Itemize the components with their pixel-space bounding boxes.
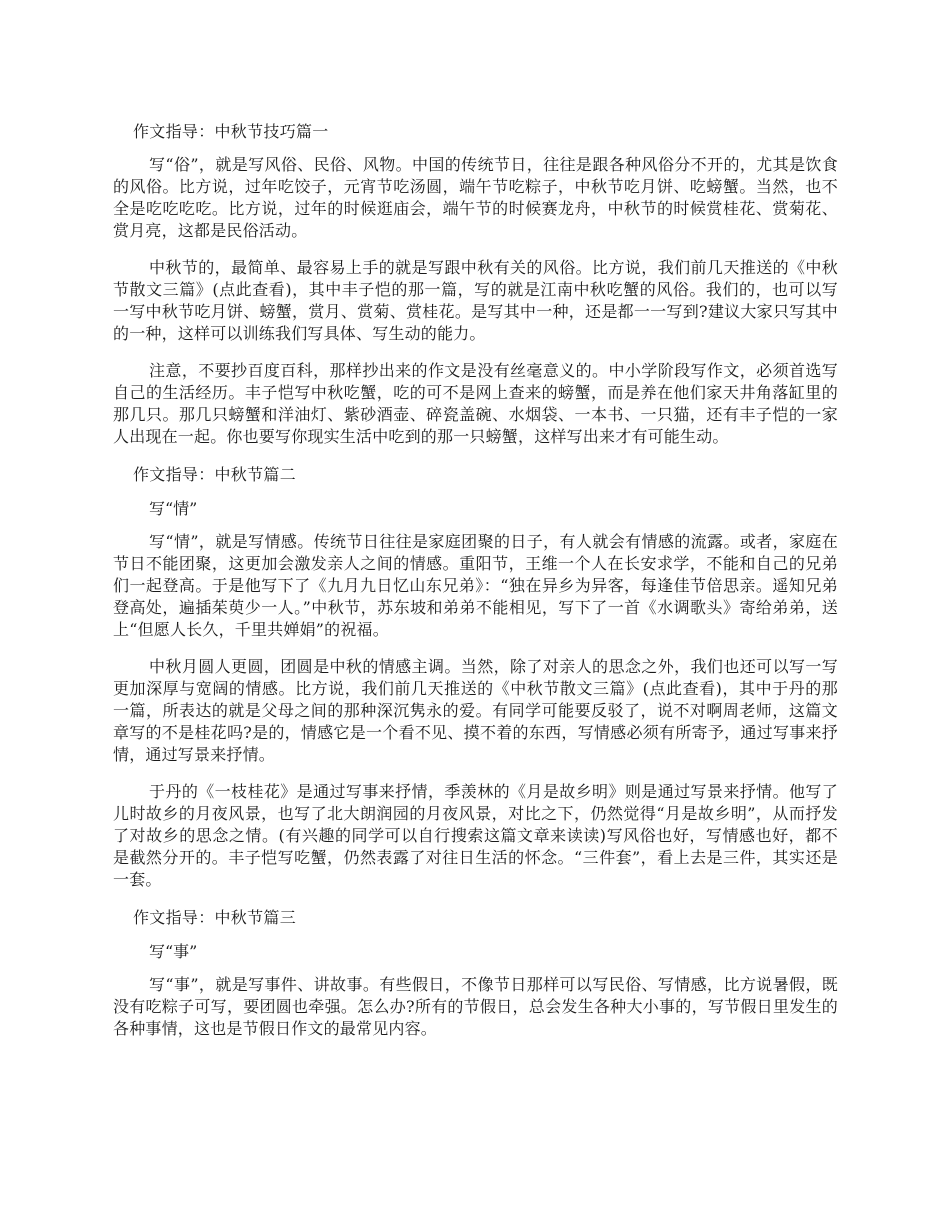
section-heading-3: 作文指导：中秋节篇三 — [133, 908, 297, 927]
paragraph: 于丹的《一枝桂花》是通过写事来抒情，季羡林的《月是故乡明》则是通过写景来抒情。他写了儿时故乡的月夜风景，也写了北大朗润园的月夜风景，对比之下，仍然觉得“月是故乡明”，从而抒发了对故乡的思念之情。(有兴趣的同学可以自行搜索这篇文章来读读)写风俗也好，写情感也好，都不是截然分开的。丰子恺写吃蟹，仍然表露了对往日生活的怀念。“三件套”，看上去是三件，其实还是一套。 — [113, 782, 838, 889]
paragraph: 写“情”，就是写情感。传统节日往往是家庭团聚的日子，有人就会有情感的流露。或者，家庭在节日不能团聚，这更加会激发亲人之间的情感。重阳节，王维一个人在长安求学，不能和自己的兄弟们一起登高。于是他写下了《九月九日忆山东兄弟》：“独在异乡为异客，每逢佳节倍思亲。遥知兄弟登高处，遍插茱萸少一人。”中秋节，苏东坡和弟弟不能相见，写下了一首《水调歌头》寄给弟弟，送上“但愿人长久，千里共婵娟”的祝福。 — [113, 532, 838, 639]
section-heading-1: 作文指导：中秋节技巧篇一 — [133, 122, 329, 141]
section-subheading: 写“事” — [149, 942, 198, 961]
document-body — [113, 120, 838, 1055]
paragraph: 中秋月圆人更圆，团圆是中秋的情感主调。当然，除了对亲人的思念之外，我们也还可以写一写更加深厚与宽阔的情感。比方说，我们前几天推送的《中秋节散文三篇》(点此查看)，其中于丹的那一篇，所表达的就是父母之间的那种深沉隽永的爱。有同学可能要反驳了，说不对啊周老师，这篇文章写的不是桂花吗?是的，情感它是一个看不见、摸不着的东西，写情感必须有所寄予，通过写事来抒情，通过写景来抒情。 — [113, 657, 838, 764]
paragraph: 写“事”，就是写事件、讲故事。有些假日，不像节日那样可以写民俗、写情感，比方说暑假，既没有吃粽子可写，要团圆也牵强。怎么办?所有的节假日，总会发生各种大小事的，写节假日里发生的各种事情，这也是节假日作文的最常见内容。 — [113, 975, 838, 1038]
paragraph: 中秋节的，最简单、最容易上手的就是写跟中秋有关的风俗。比方说，我们前几天推送的《中秋节散文三篇》(点此查看)，其中丰子恺的那一篇，写的就是江南中秋吃蟹的风俗。我们的，也可以写一写中秋节吃月饼、螃蟹，赏月、赏菊、赏桂花。是写其中一种，还是都一一写到?建议大家只写其中的一种，这样可以训练我们写具体、写生动的能力。 — [113, 258, 838, 343]
section-heading-2: 作文指导：中秋节篇二 — [133, 465, 297, 484]
paragraph: 写“俗”，就是写风俗、民俗、风物。中国的传统节日，往往是跟各种风俗分不开的，尤其是饮食的风俗。比方说，过年吃饺子，元宵节吃汤圆，端午节吃粽子，中秋节吃月饼、吃螃蟹。当然，也不全是吃吃吃吃。比方说，过年的时候逛庙会，端午节的时候赛龙舟，中秋节的时候赏桂花、赏菊花、赏月亮，这都是民俗活动。 — [113, 155, 838, 240]
paragraph: 注意，不要抄百度百科，那样抄出来的作文是没有丝毫意义的。中小学阶段写作文，必须首选写自己的生活经历。丰子恺写中秋吃蟹，吃的可不是网上查来的螃蟹，而是养在他们家天井角落缸里的那几只。那几只螃蟹和洋油灯、紫砂酒壶、碎瓷盖碗、水烟袋、一本书、一只猫，还有丰子恺的一家人出现在一起。你也要写你现实生活中吃到的那一只螃蟹，这样写出来才有可能生动。 — [113, 361, 838, 446]
section-subheading: 写“情” — [149, 499, 198, 518]
